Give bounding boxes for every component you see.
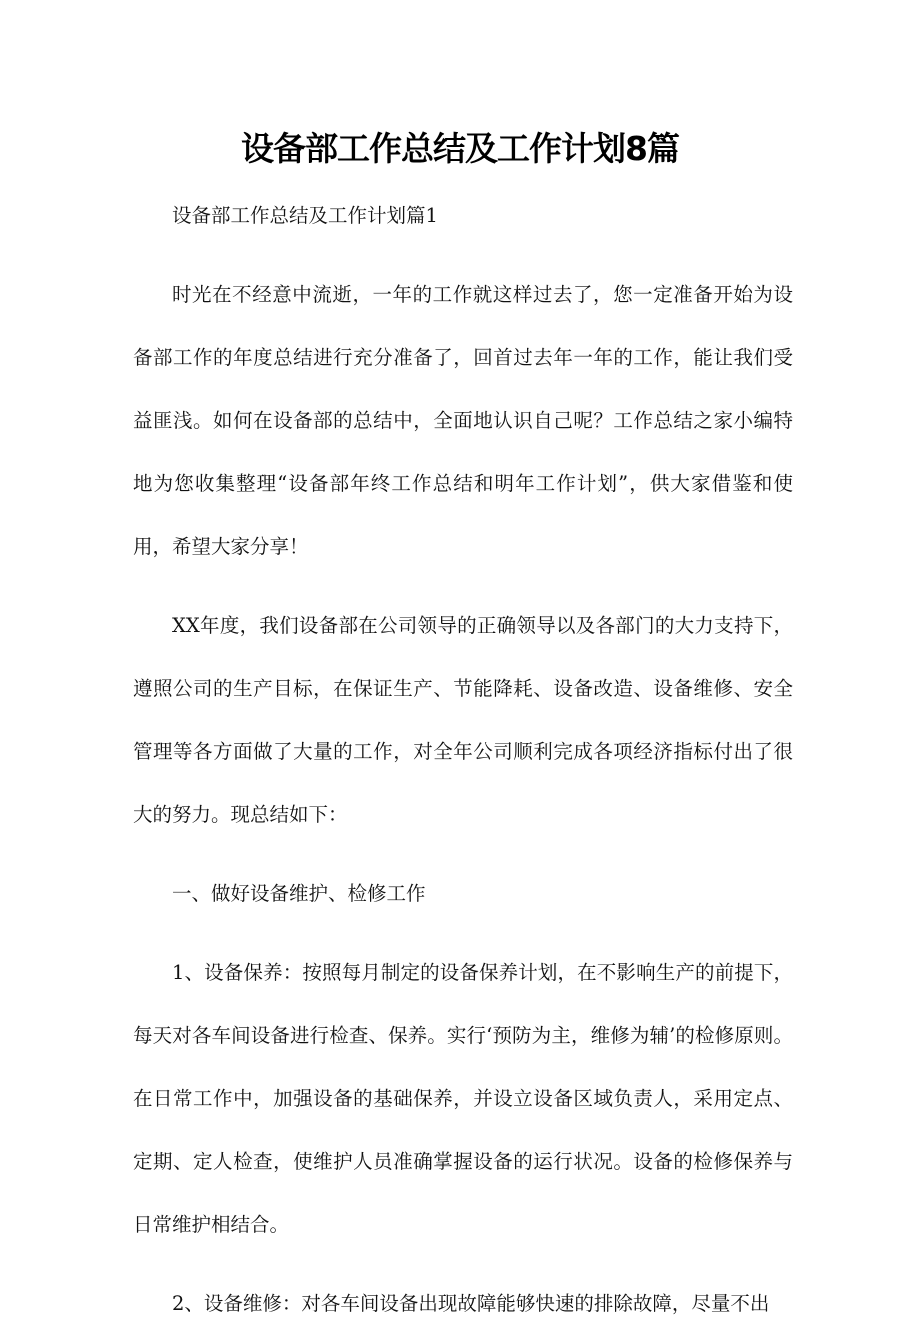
paragraph-equipment-upkeep: 1、设备保养：按照每月制定的设备保养计划，在不影响生产的前提下，每天对各车间设备进行检查、保养。实行‘预防为主，维修为辅’的检修原则。在日常工作中，加强设备的基础保养，并设立设备区域负责人，采用定点、定期、定人检查，使维护人员准确掌握设备的运行状况。设备的检修保养与日常维护相结合。: [133, 961, 793, 1236]
section-subtitle: 设备部工作总结及工作计划篇1: [172, 204, 438, 227]
section-heading-maintenance: 一、做好设备维护、检修工作: [172, 882, 426, 905]
paragraph-intro: 时光在不经意中流逝，一年的工作就这样过去了，您一定准备开始为设备部工作的年度总结进行充分准备了，回首过去年一年的工作，能让我们受益匪浅。如何在设备部的总结中，全面地认识自己呢？工作总结之家小编特地为您收集整理“设备部年终工作总结和明年工作计划”，供大家借鉴和使用，希望大家分享！: [133, 283, 793, 558]
document-title: 设备部工作总结及工作计划8篇: [241, 129, 679, 168]
document-body: [133, 184, 793, 1335]
paragraph-annual-summary: XX年度，我们设备部在公司领导的正确领导以及各部门的大力支持下，遵照公司的生产目标，在保证生产、节能降耗、设备改造、设备维修、安全管理等各方面做了大量的工作，对全年公司顺利完成各项经济指标付出了很大的努力。现总结如下：: [133, 614, 793, 826]
paragraph-equipment-repair: 2、设备维修：对各车间设备出现故障能够快速的排除故障，尽量不出: [172, 1292, 770, 1315]
